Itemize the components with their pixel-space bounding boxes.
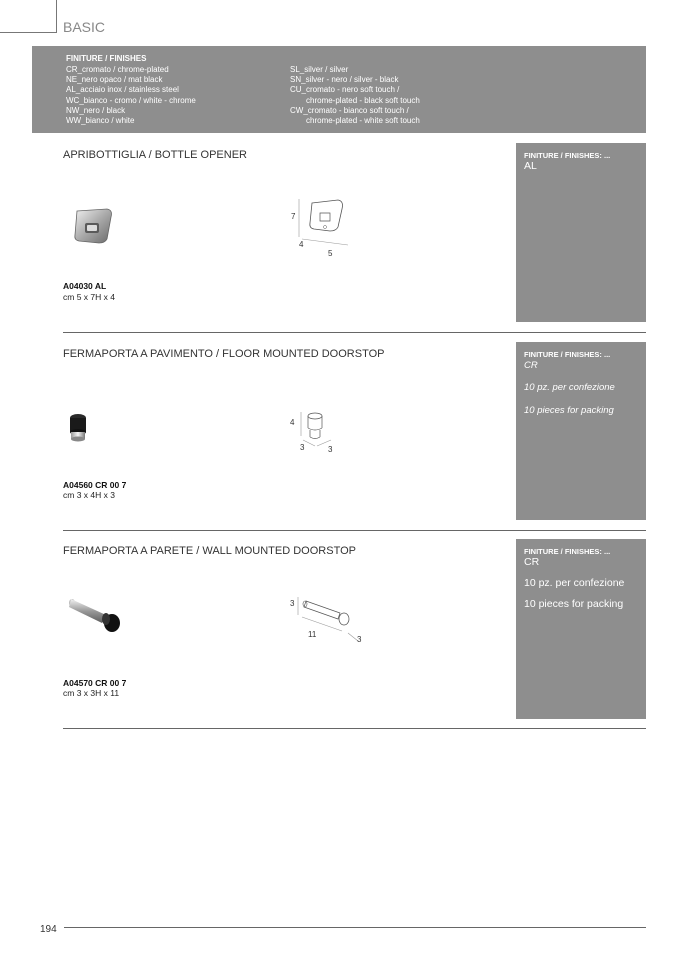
product-title: FERMAPORTA A PAVIMENTO / FLOOR MOUNTED DOORSTOP — [63, 348, 385, 360]
legend-item: CR_cromato / chrome-plated — [66, 65, 169, 74]
product-dimensions: cm 5 x 7H x 4 — [63, 292, 115, 302]
pack-it: 10 pz. per confezione — [524, 382, 615, 393]
legend-item: CU_cromato - nero soft touch / — [290, 85, 400, 95]
dim-width: 3 — [328, 445, 333, 454]
pack-en: 10 pieces for packing — [524, 598, 624, 610]
legend-item: chrome-plated - black soft touch — [306, 95, 420, 105]
footer-rule — [64, 927, 646, 928]
product-dimensions: cm 3 x 4H x 3 — [63, 490, 115, 500]
pack-en: 10 pieces for packing — [524, 405, 614, 416]
separator — [63, 332, 646, 333]
finish-header: FINITURE / FINISHES: ... — [524, 350, 611, 359]
product-code: A04030 AL — [63, 281, 107, 291]
product-title: FERMAPORTA A PARETE / WALL MOUNTED DOORSTOP — [63, 545, 356, 557]
wall-doorstop-photo — [66, 595, 130, 635]
finish-box — [516, 143, 646, 322]
product-bottle-opener — [63, 143, 646, 333]
legend-col1 — [66, 65, 196, 126]
product-dimensions: cm 3 x 3H x 11 — [63, 688, 120, 698]
dim-width: 3 — [357, 635, 362, 644]
dim-width: 5 — [328, 249, 333, 258]
legend-item: AL_acciaio inox / stainless steel — [66, 85, 179, 95]
corner-mark — [0, 0, 57, 33]
separator — [63, 530, 646, 531]
finish-header: FINITURE / FINISHES: ... — [524, 547, 611, 556]
finish-value: CR — [524, 360, 538, 371]
product-floor-doorstop — [63, 342, 646, 531]
bottle-opener-photo — [71, 205, 115, 245]
separator — [63, 728, 646, 729]
legend-item: SL_silver / silver — [290, 65, 349, 74]
dim-height: 3 — [290, 599, 295, 608]
dim-height: 7 — [291, 212, 296, 221]
finishes-legend — [32, 46, 646, 133]
product-code: A04560 CR 00 7 — [63, 480, 127, 490]
dim-depth: 11 — [308, 630, 317, 639]
legend-header: FINITURE / FINISHES — [66, 54, 147, 63]
page-number: 194 — [40, 924, 57, 935]
legend-col2 — [290, 65, 420, 126]
finish-value: AL — [524, 160, 537, 172]
bottle-opener-drawing — [296, 195, 356, 250]
legend-item: WC_bianco - cromo / white - chrome — [66, 95, 196, 105]
product-code: A04570 CR 00 7 — [63, 678, 127, 688]
legend-item: CW_cromato - bianco soft touch / — [290, 105, 409, 115]
product-title: APRIBOTTIGLIA / BOTTLE OPENER — [63, 149, 247, 161]
legend-item: chrome-plated - white soft touch — [306, 116, 420, 126]
legend-item: NE_nero opaco / mat black — [66, 75, 163, 85]
finish-box — [516, 539, 646, 719]
finish-box — [516, 342, 646, 520]
pack-it: 10 pz. per confezione — [524, 577, 625, 589]
dim-depth: 4 — [299, 240, 304, 249]
dim-depth: 3 — [300, 443, 305, 452]
legend-item: NW_nero / black — [66, 105, 126, 115]
finish-header: FINITURE / FINISHES: ... — [524, 151, 611, 160]
legend-item: WW_bianco / white — [66, 116, 135, 126]
floor-doorstop-drawing — [299, 410, 339, 452]
section-title: BASIC — [63, 19, 106, 35]
product-wall-doorstop — [63, 539, 646, 729]
finish-value: CR — [524, 556, 540, 568]
legend-item: SN_silver - nero / silver - black — [290, 75, 399, 85]
dim-height: 4 — [290, 418, 295, 427]
floor-doorstop-photo — [66, 412, 90, 446]
